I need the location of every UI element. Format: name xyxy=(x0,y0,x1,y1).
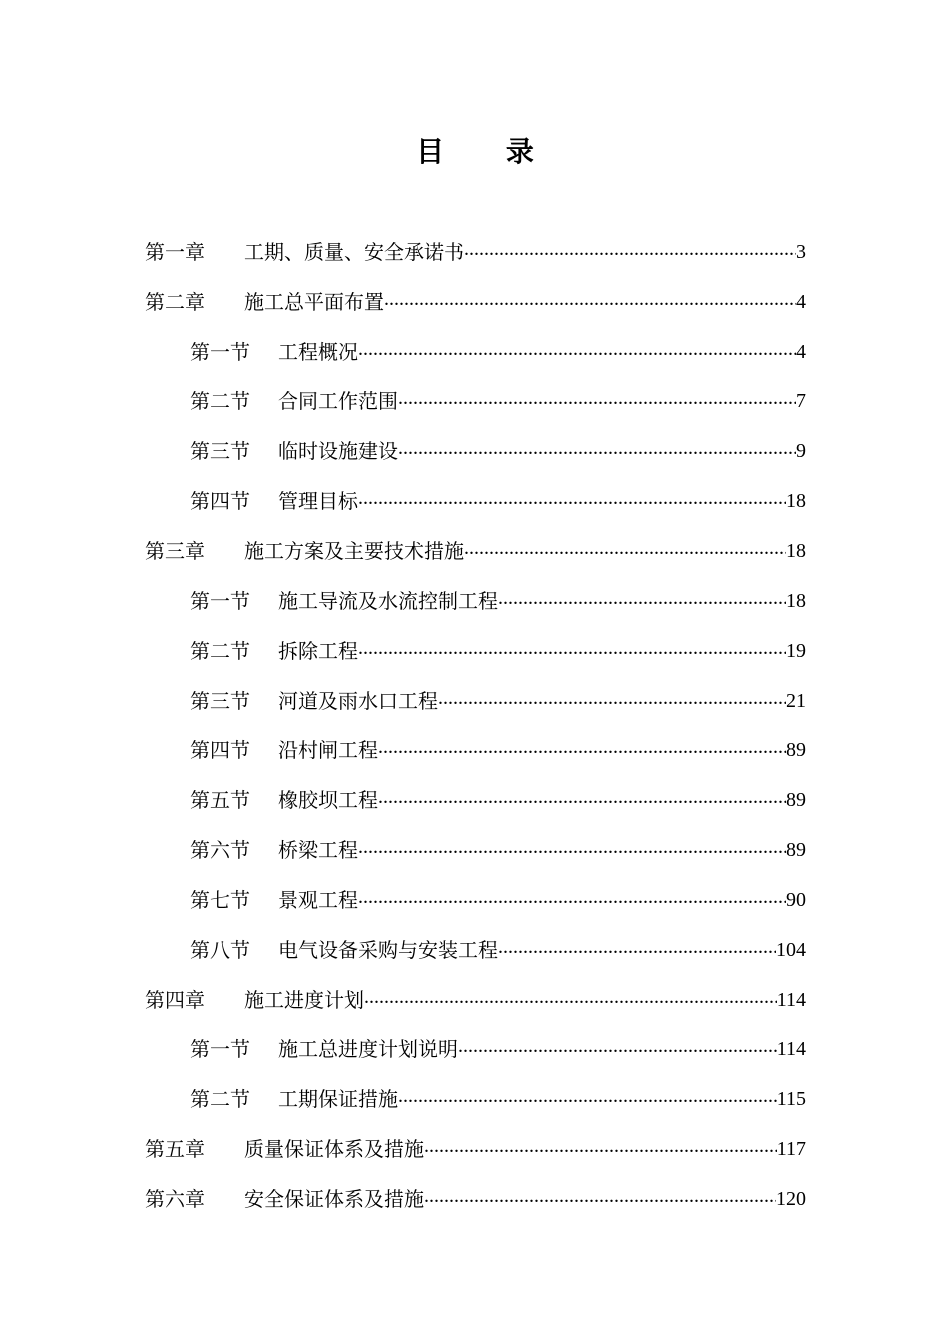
toc-dot-leader xyxy=(378,737,786,763)
toc-section-entry[interactable] xyxy=(190,875,806,925)
toc-entry-label: 第三节 xyxy=(190,688,250,713)
toc-entry-label: 第六节 xyxy=(190,838,250,863)
toc-entry-title: 施工总进度计划说明 xyxy=(278,1037,458,1062)
toc-section-entry[interactable] xyxy=(190,426,806,476)
toc-entry-title: 橡胶坝工程 xyxy=(278,788,378,813)
toc-chapter-entry[interactable] xyxy=(145,526,806,576)
toc-entry-title: 临时设施建设 xyxy=(278,439,398,464)
toc-page-number: 4 xyxy=(796,340,806,363)
toc-entry-title: 质量保证体系及措施 xyxy=(244,1137,424,1162)
toc-entry-title: 合同工作范围 xyxy=(278,389,398,414)
toc-section-entry[interactable] xyxy=(190,925,806,975)
toc-section-entry[interactable] xyxy=(190,775,806,825)
toc-entry-title: 管理目标 xyxy=(278,489,358,514)
toc-section-entry[interactable] xyxy=(190,1074,806,1124)
toc-section-entry[interactable] xyxy=(190,626,806,676)
toc-page-number: 18 xyxy=(786,539,806,562)
toc-page-number: 9 xyxy=(796,440,806,463)
toc-dot-leader xyxy=(458,1036,777,1062)
toc-entry-title: 沿村闸工程 xyxy=(278,738,378,763)
toc-entry-title: 施工总平面布置 xyxy=(244,289,384,314)
toc-section-entry[interactable] xyxy=(190,725,806,775)
toc-page-number: 104 xyxy=(776,938,806,961)
toc-page-number: 114 xyxy=(776,988,806,1011)
toc-page-number: 90 xyxy=(786,888,806,911)
toc-dot-leader xyxy=(358,339,796,365)
toc-dot-leader xyxy=(398,438,796,464)
toc-entry-label: 第一节 xyxy=(190,1037,250,1062)
toc-dot-leader xyxy=(464,239,796,265)
toc-page-number: 115 xyxy=(776,1088,806,1111)
toc-page-number: 7 xyxy=(796,390,806,413)
toc-dot-leader xyxy=(358,488,786,514)
toc-entry-title: 安全保证体系及措施 xyxy=(244,1186,424,1211)
toc-dot-leader xyxy=(358,837,786,863)
toc-dot-leader xyxy=(398,1086,777,1112)
toc-title: 目 录 xyxy=(416,135,560,168)
toc-entry-label: 第四节 xyxy=(190,738,250,763)
toc-entry-label: 第四章 xyxy=(145,987,205,1012)
toc-page-number: 19 xyxy=(786,639,806,662)
toc-chapter-entry[interactable] xyxy=(145,227,806,277)
toc-page-number: 18 xyxy=(786,490,806,513)
toc-section-entry[interactable] xyxy=(190,576,806,626)
toc-chapter-entry[interactable] xyxy=(145,1174,806,1224)
toc-dot-leader xyxy=(358,887,786,913)
toc-chapter-entry[interactable] xyxy=(145,277,806,327)
toc-entry-label: 第六章 xyxy=(145,1186,205,1211)
toc-page-number: 3 xyxy=(796,240,806,263)
toc-section-entry[interactable] xyxy=(190,1025,806,1075)
toc-entry-title: 电气设备采购与安装工程 xyxy=(278,937,498,962)
toc-section-entry[interactable] xyxy=(190,825,806,875)
toc-section-entry[interactable] xyxy=(190,377,806,427)
toc-entry-label: 第一章 xyxy=(145,239,205,264)
toc-entry-label: 第二节 xyxy=(190,389,250,414)
toc-page-number: 114 xyxy=(776,1038,806,1061)
toc-page-number: 89 xyxy=(786,789,806,812)
toc-entry-title: 河道及雨水口工程 xyxy=(278,688,438,713)
toc-entry-title: 工程概况 xyxy=(278,339,358,364)
toc-entry-label: 第一节 xyxy=(190,588,250,613)
toc-entry-label: 第七节 xyxy=(190,887,250,912)
toc-entry-title: 施工进度计划 xyxy=(244,987,364,1012)
toc-page-number: 18 xyxy=(786,589,806,612)
toc-entry-label: 第五节 xyxy=(190,788,250,813)
toc-dot-leader xyxy=(438,688,786,714)
toc-entry-title: 施工方案及主要技术措施 xyxy=(244,538,464,563)
toc-dot-leader xyxy=(398,388,796,414)
toc-entry-label: 第八节 xyxy=(190,937,250,962)
toc-entry-title: 景观工程 xyxy=(278,887,358,912)
toc-dot-leader xyxy=(424,1136,777,1162)
toc-list xyxy=(0,227,950,1224)
toc-dot-leader xyxy=(464,538,786,564)
toc-dot-leader xyxy=(358,638,786,664)
toc-entry-title: 桥梁工程 xyxy=(278,838,358,863)
toc-dot-leader xyxy=(378,787,786,813)
toc-dot-leader xyxy=(498,588,786,614)
toc-entry-label: 第一节 xyxy=(190,339,250,364)
toc-entry-label: 第三节 xyxy=(190,439,250,464)
toc-section-entry[interactable] xyxy=(190,476,806,526)
toc-entry-label: 第三章 xyxy=(145,538,205,563)
toc-chapter-entry[interactable] xyxy=(145,1124,806,1174)
toc-entry-title: 工期保证措施 xyxy=(278,1087,398,1112)
toc-page-number: 89 xyxy=(786,839,806,862)
toc-dot-leader xyxy=(384,289,796,315)
toc-entry-title: 工期、质量、安全承诺书 xyxy=(244,239,464,264)
toc-dot-leader xyxy=(424,1186,776,1212)
toc-page-number: 117 xyxy=(776,1138,806,1161)
toc-entry-label: 第二节 xyxy=(190,638,250,663)
toc-section-entry[interactable] xyxy=(190,676,806,726)
toc-page-number: 120 xyxy=(776,1187,806,1210)
toc-entry-label: 第五章 xyxy=(145,1137,205,1162)
toc-dot-leader xyxy=(498,937,776,963)
toc-entry-title: 施工导流及水流控制工程 xyxy=(278,588,498,613)
toc-chapter-entry[interactable] xyxy=(145,975,806,1025)
toc-page-number: 89 xyxy=(786,739,806,762)
toc-entry-label: 第二节 xyxy=(190,1087,250,1112)
toc-page-number: 4 xyxy=(796,290,806,313)
toc-dot-leader xyxy=(364,987,777,1013)
toc-page-number: 21 xyxy=(786,689,806,712)
toc-entry-label: 第二章 xyxy=(145,289,205,314)
toc-entry-label: 第四节 xyxy=(190,489,250,514)
toc-entry-title: 拆除工程 xyxy=(278,638,358,663)
toc-section-entry[interactable] xyxy=(190,327,806,377)
